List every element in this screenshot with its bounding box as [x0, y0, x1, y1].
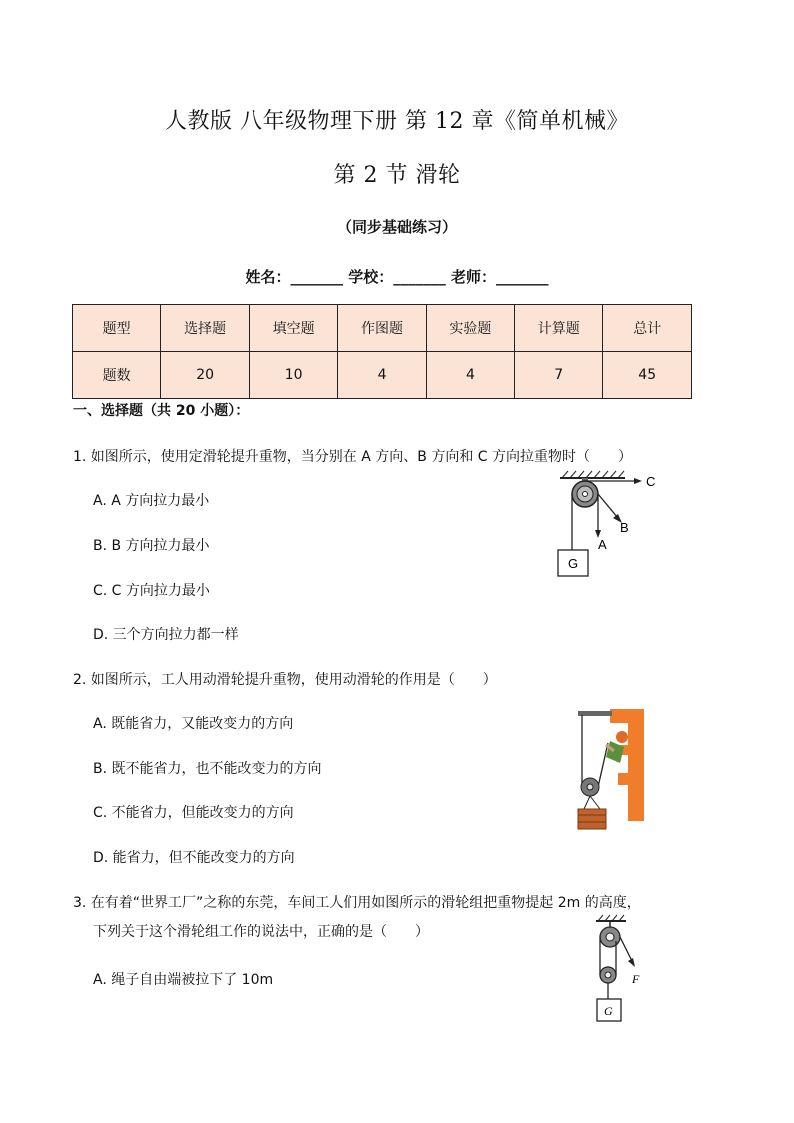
question-2-stem: 2. 如图所示，工人用动滑轮提升重物，使用动滑轮的作用是（ ）	[73, 672, 497, 688]
question-1-option-d[interactable]: D. 三个方向拉力都一样	[93, 627, 239, 643]
label-g: G	[604, 1004, 613, 1018]
table-cell: 4	[426, 352, 514, 399]
label-f: F	[632, 972, 640, 986]
table-cell: 10	[249, 352, 338, 399]
table-cell: 题数	[73, 352, 161, 399]
section-title: 第 2 节 滑轮	[333, 163, 461, 188]
question-1-option-b[interactable]: B. B 方向拉力最小	[93, 538, 210, 554]
table-cell: 实验题	[426, 305, 514, 352]
question-3-stem-line1: 3. 在有着“世界工厂”之称的东莞，车间工人们用如图所示的滑轮组把重物提起 2m 的高度，	[73, 895, 641, 911]
question-2-option-d[interactable]: D. 能省力，但不能改变力的方向	[93, 850, 295, 866]
student-info: 姓名：_______ 学校：_______ 老师：_______	[245, 268, 549, 286]
question-2-option-b[interactable]: B. 既不能省力，也不能改变力的方向	[93, 761, 322, 777]
question-3-option-a[interactable]: A. 绳子自由端被拉下了 10m	[93, 972, 274, 988]
table-cell: 计算题	[515, 305, 603, 352]
table-cell: 20	[161, 352, 250, 399]
section-heading: 一、选择题（共 20 小题）：	[73, 403, 250, 419]
table-cell: 总计	[603, 305, 692, 352]
question-2-option-c[interactable]: C. 不能省力，但能改变力的方向	[93, 805, 294, 821]
question-3-stem-line2: 下列关于这个滑轮组工作的说法中，正确的是（ ）	[93, 924, 429, 940]
table-cell: 题型	[73, 305, 161, 352]
table-cell: 45	[603, 352, 692, 399]
table-cell: 填空题	[249, 305, 338, 352]
table-cell: 4	[338, 352, 426, 399]
subtitle: （同步基础练习）	[336, 218, 457, 236]
question-count-table	[72, 304, 692, 399]
label-c: C	[646, 474, 656, 489]
question-1-stem: 1. 如图所示，使用定滑轮提升重物，当分别在 A 方向、B 方向和 C 方向拉重物时（ ）	[73, 449, 633, 465]
movable-pulley-worker-figure	[570, 705, 650, 835]
page-title: 人教版 八年级物理下册 第 12 章《简单机械》	[165, 109, 629, 134]
table-row	[73, 352, 692, 399]
label-a: A	[598, 537, 607, 552]
fixed-pulley-figure	[550, 470, 660, 580]
table-row	[73, 305, 692, 352]
pulley-block-figure	[592, 915, 652, 1027]
table-cell: 选择题	[161, 305, 250, 352]
question-1-option-c[interactable]: C. C 方向拉力最小	[93, 583, 210, 599]
label-b: B	[620, 520, 629, 535]
question-1-option-a[interactable]: A. A 方向拉力最小	[93, 493, 210, 509]
label-g: G	[568, 556, 579, 571]
question-2-option-a[interactable]: A. 既能省力，又能改变力的方向	[93, 716, 294, 732]
table-cell: 7	[515, 352, 603, 399]
table-cell: 作图题	[338, 305, 426, 352]
